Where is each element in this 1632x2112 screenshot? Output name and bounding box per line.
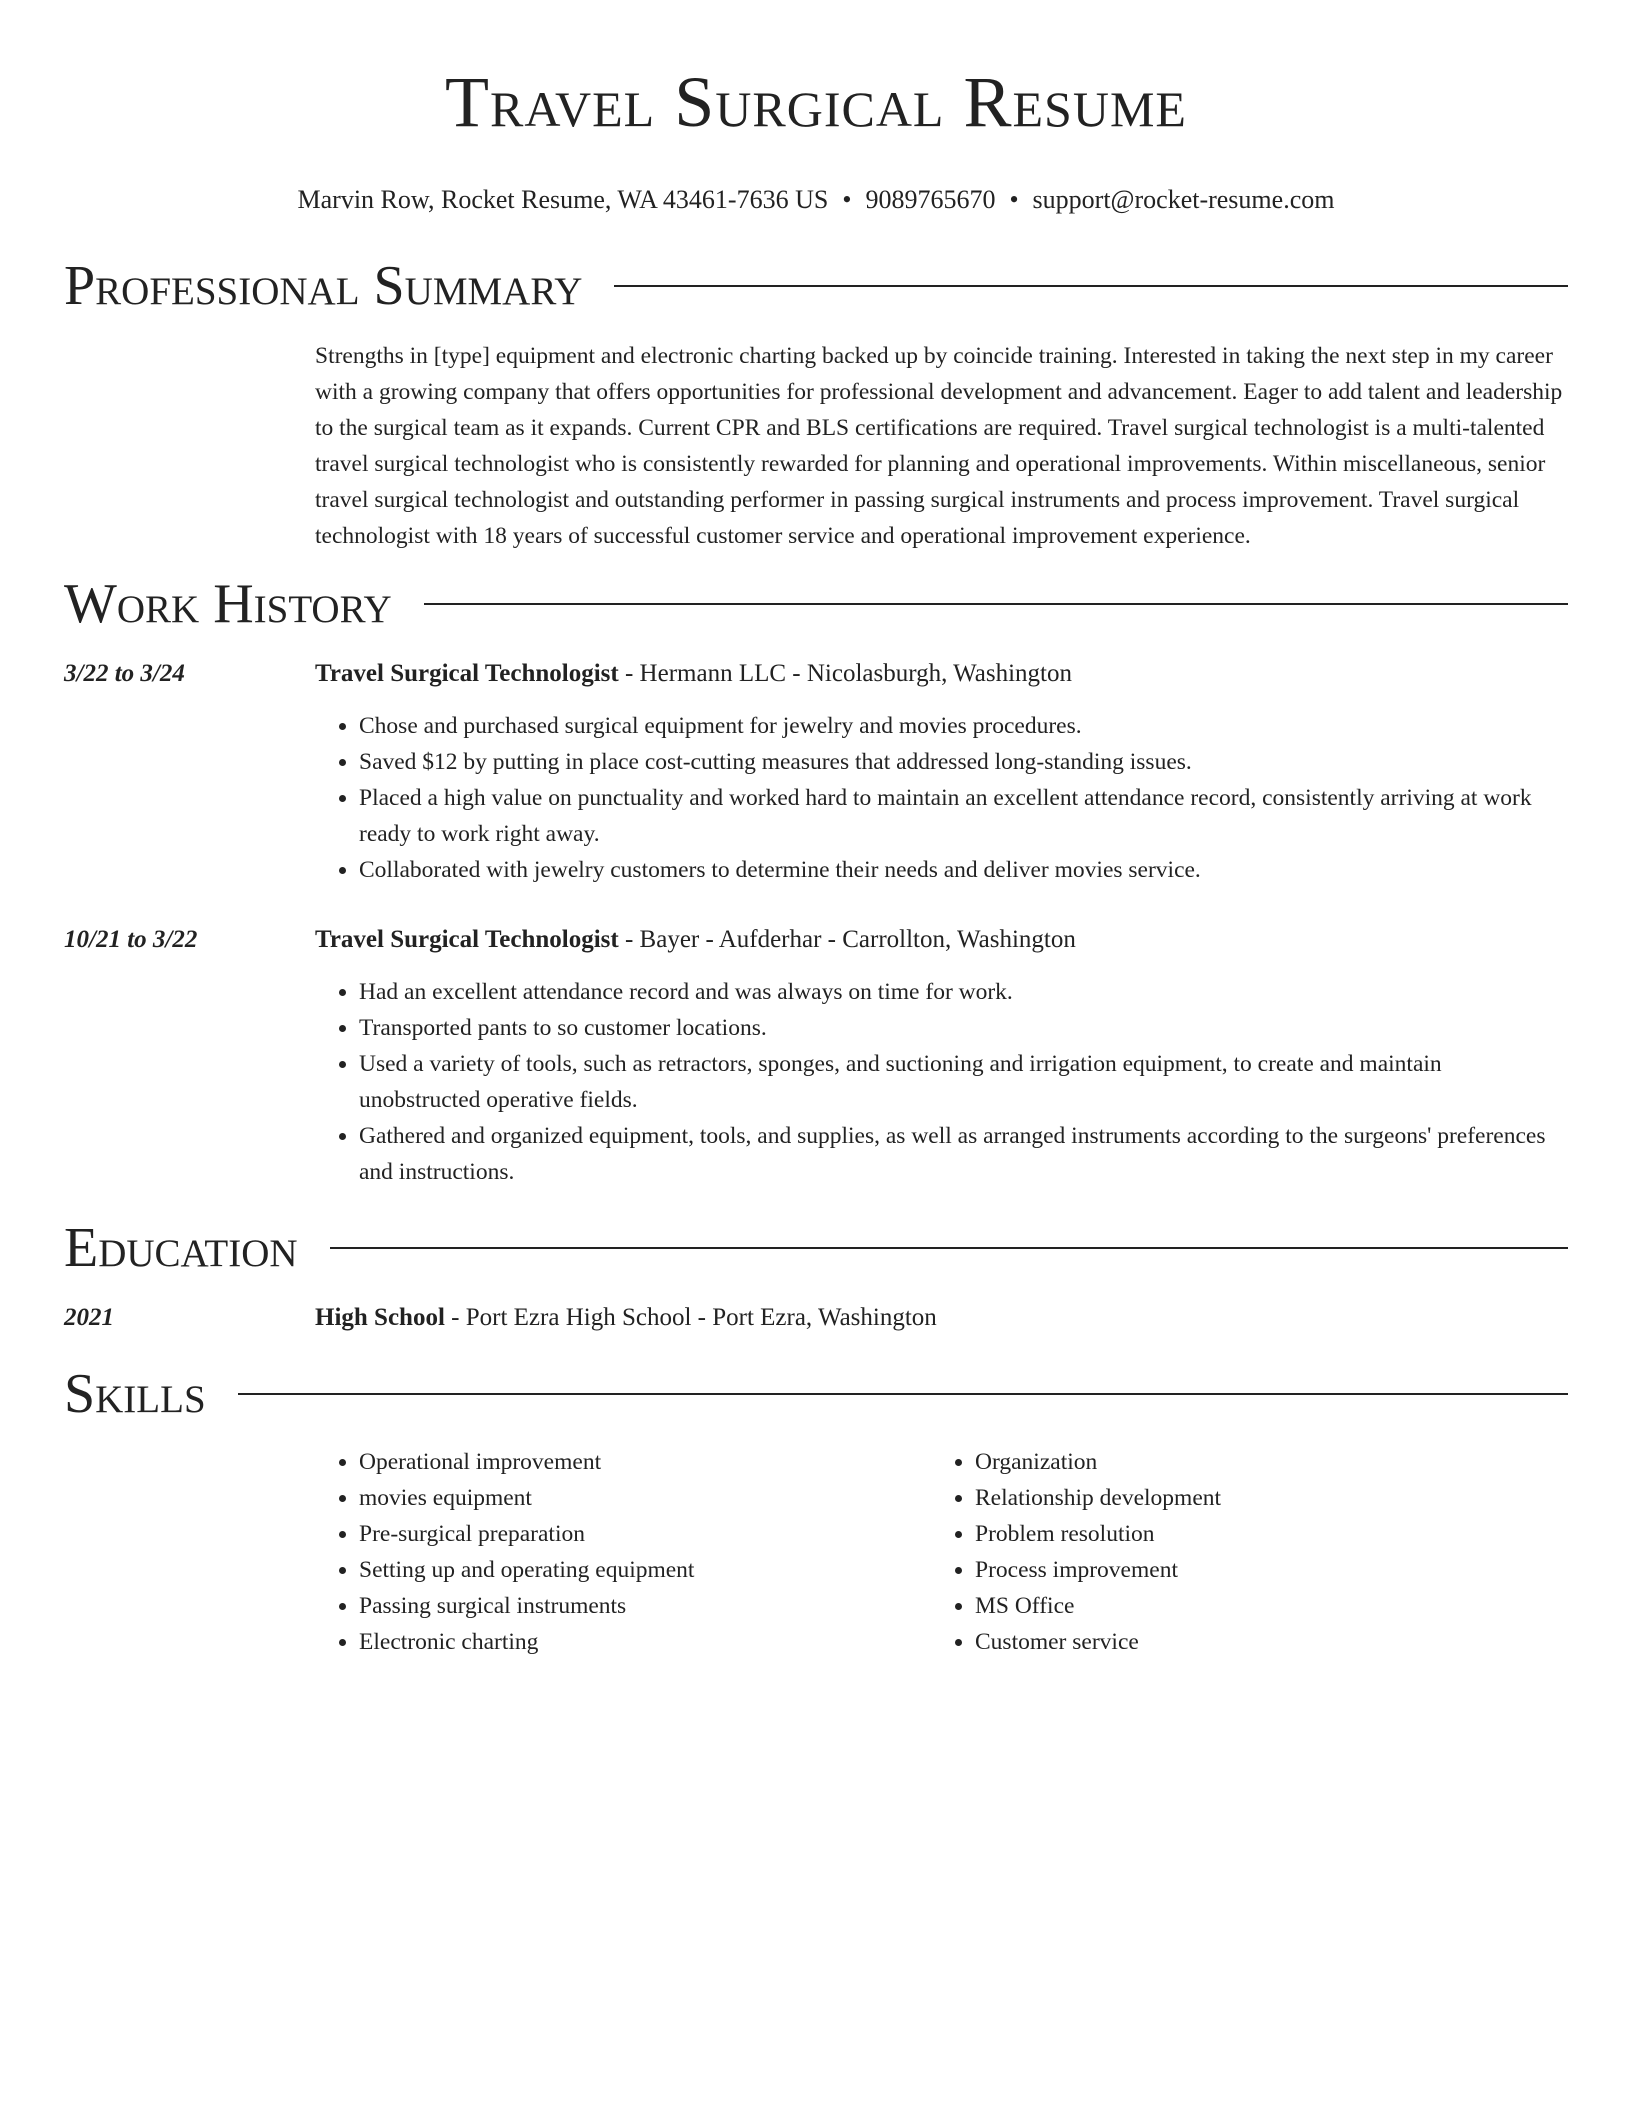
list-item: • Transported pants to so customer locations. — [359, 1010, 1568, 1046]
education-school: - Port Ezra High School - Port Ezra, Washington — [444, 1304, 937, 1331]
list-item: • Collaborated with jewelry customers to determine their needs and deliver movies service. — [359, 852, 1568, 888]
skills-column-right — [931, 1444, 1547, 1660]
job-bullets — [315, 708, 1568, 888]
contact-separator: • — [842, 185, 852, 214]
job-role: Travel Surgical Technologist — [315, 660, 619, 687]
contact-address: Marvin Row, Rocket Resume, WA 43461-7636 US — [297, 185, 829, 214]
job-employer: - Hermann LLC - Nicolasburgh, Washington — [618, 660, 1072, 687]
summary-text: Strengths in [type] equipment and electronic charting backed up by coincide training. Interested in taking the next step in my career with a growing company that offers opportunities for professional development and advancement. Eager to add talent and leadership to the surgical team as it expands. Current CPR and BLS certifications are required. Travel surgical technologist is a multi-talented travel surgical technologist who is consistently rewarded for planning and operational improvements. Within miscellaneous, senior travel surgical technologist and outstanding performer in passing surgical instruments and process improvement. Travel surgical technologist with 18 years of successful customer service and operational improvement experience. — [315, 343, 1563, 549]
section-divider — [238, 1393, 1568, 1395]
skills-list — [931, 1444, 1547, 1660]
skill-item: • MS Office — [975, 1588, 1547, 1624]
list-item: • Had an excellent attendance record and was always on time for work. — [359, 974, 1568, 1010]
skills-list — [315, 1444, 931, 1660]
contact-email: support@rocket-resume.com — [1032, 185, 1335, 214]
job-role: Travel Surgical Technologist — [315, 926, 619, 953]
resume-name: Travel Surgical Resume — [445, 62, 1187, 142]
skill-item: • Passing surgical instruments — [359, 1588, 931, 1624]
work-entry — [64, 656, 1568, 888]
skill-item: • Pre-surgical preparation — [359, 1516, 931, 1552]
work-dates: 10/21 to 3/22 — [64, 926, 198, 953]
work-section-header — [64, 572, 1568, 636]
education-entry-body — [315, 1300, 1568, 1336]
section-divider — [614, 285, 1568, 287]
skill-item: • Operational improvement — [359, 1444, 931, 1480]
education-section-header — [64, 1216, 1568, 1280]
contact-separator: • — [1009, 185, 1019, 214]
work-dates: 3/22 to 3/24 — [64, 660, 185, 687]
education-line — [315, 1300, 1568, 1336]
list-item: • Saved $12 by putting in place cost-cutting measures that addressed long-standing issues. — [359, 744, 1568, 780]
education-entry — [64, 1300, 1568, 1336]
list-item: • Gathered and organized equipment, tools, and supplies, as well as arranged instruments according to the surgeons' preferences and instructions. — [359, 1118, 1568, 1190]
work-list — [64, 656, 1568, 1190]
section-divider — [330, 1247, 1568, 1249]
skill-item: • Problem resolution — [975, 1516, 1547, 1552]
skills-columns — [315, 1444, 1568, 1660]
work-title-line — [315, 656, 1568, 692]
summary-section-title: Professional Summary — [64, 255, 583, 317]
work-entry-body — [315, 922, 1568, 1190]
work-entry — [64, 922, 1568, 1190]
skills-column-left — [315, 1444, 931, 1660]
skill-item: • movies equipment — [359, 1480, 931, 1516]
work-entry-body — [315, 656, 1568, 888]
skills-section-header — [64, 1362, 1568, 1426]
work-title-line — [315, 922, 1568, 958]
skill-item: • Organization — [975, 1444, 1547, 1480]
contact-phone: 9089765670 — [865, 185, 996, 214]
skill-item: • Customer service — [975, 1624, 1547, 1660]
work-section-title: Work History — [64, 573, 392, 635]
skill-item: • Setting up and operating equipment — [359, 1552, 931, 1588]
job-employer: - Bayer - Aufderhar - Carrollton, Washington — [618, 926, 1076, 953]
summary-section-header — [64, 254, 1568, 318]
contact-line — [64, 184, 1568, 216]
skill-item: • Relationship development — [975, 1480, 1547, 1516]
section-divider — [424, 603, 1568, 605]
education-section-title: Education — [64, 1217, 298, 1279]
job-bullets — [315, 974, 1568, 1190]
list-item: • Placed a high value on punctuality and worked hard to maintain an excellent attendance record, consistently arriving at work ready to work right away. — [359, 780, 1568, 852]
skills-section-title: Skills — [64, 1363, 206, 1425]
education-degree: High School — [315, 1304, 445, 1331]
skill-item: • Electronic charting — [359, 1624, 931, 1660]
education-year: 2021 — [64, 1304, 114, 1331]
list-item: • Used a variety of tools, such as retractors, sponges, and suctioning and irrigation equipment, to create and maintain unobstructed operative fields. — [359, 1046, 1568, 1118]
skill-item: • Process improvement — [975, 1552, 1547, 1588]
list-item: • Chose and purchased surgical equipment for jewelry and movies procedures. — [359, 708, 1568, 744]
